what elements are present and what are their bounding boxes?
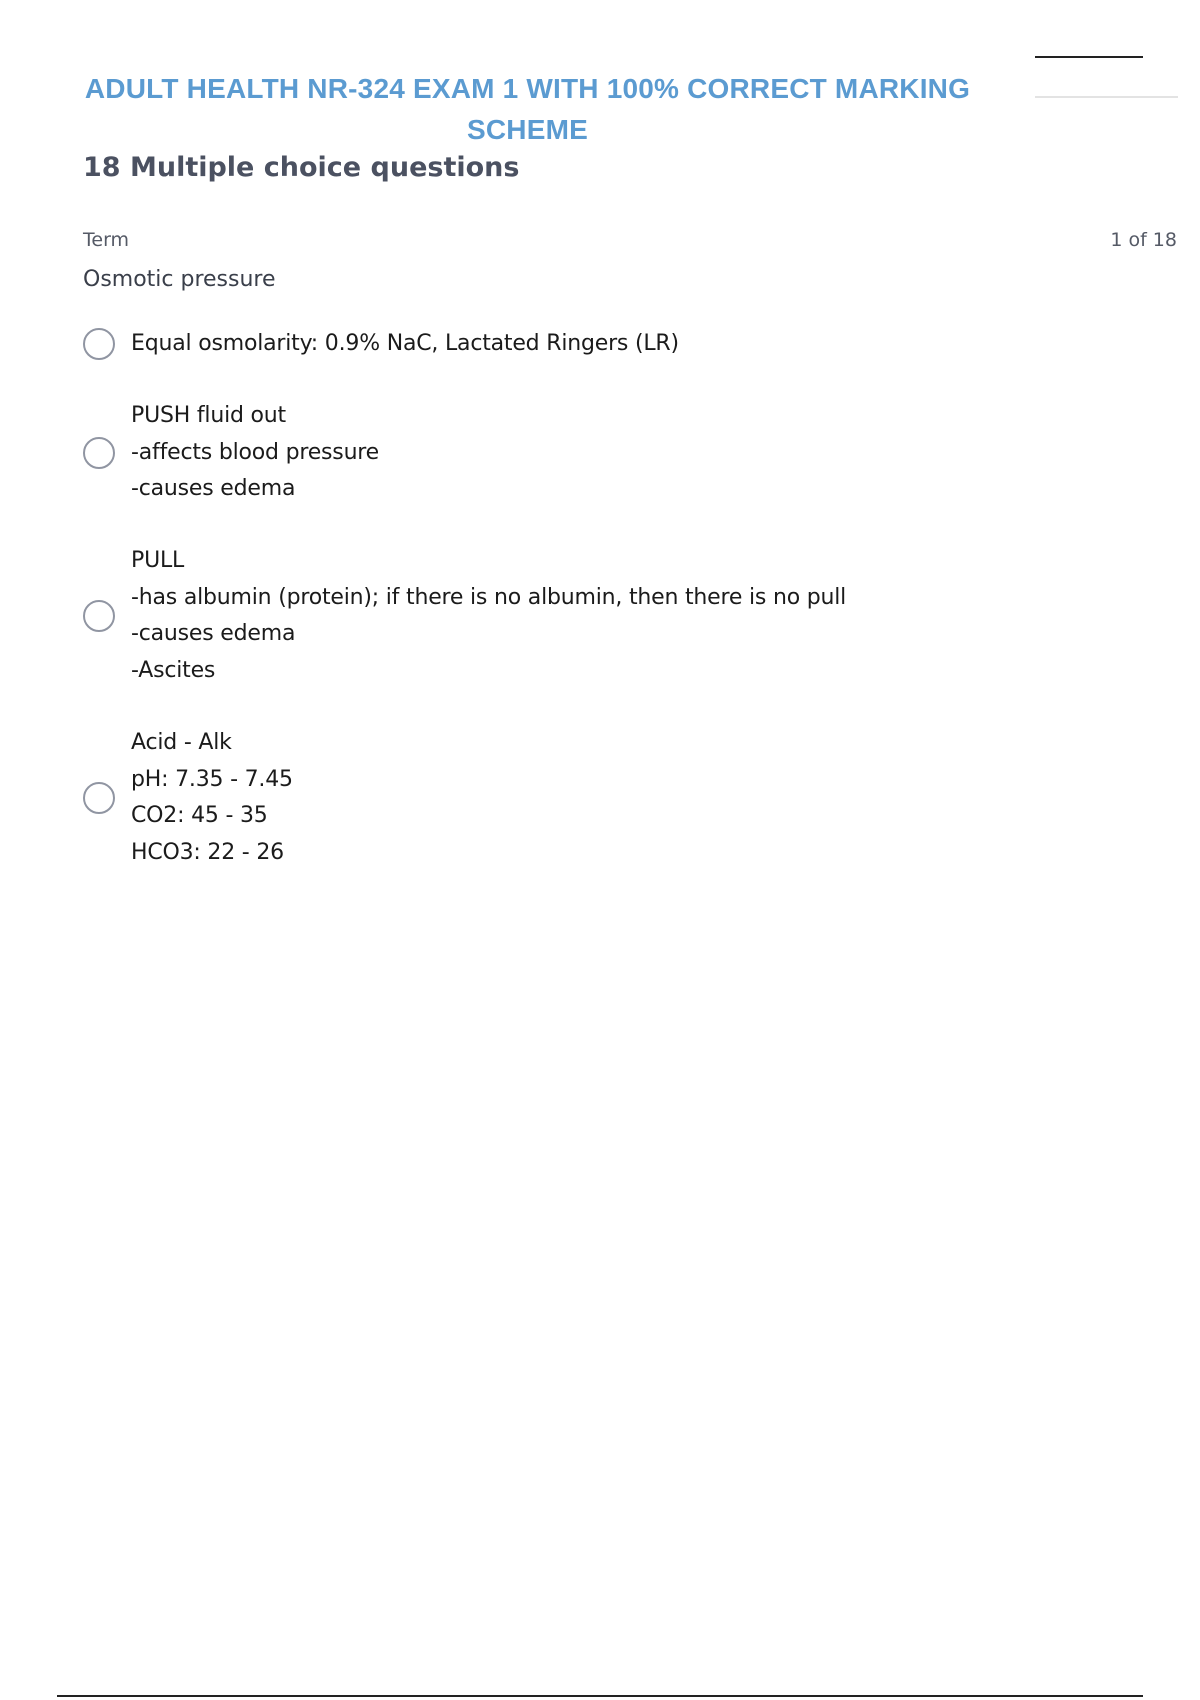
- answer-line: PULL: [131, 548, 185, 573]
- answer-option-2[interactable]: [83, 398, 1133, 508]
- question-counter: 1 of 18: [1110, 229, 1177, 251]
- answer-option-3[interactable]: [83, 543, 1133, 689]
- header-rule: [1035, 56, 1143, 58]
- answer-option-text: [131, 725, 293, 871]
- answer-line: Acid - Alk: [131, 730, 232, 755]
- answer-line: -affects blood pressure: [131, 439, 380, 465]
- answer-line: -Ascites: [131, 657, 216, 683]
- answer-line: CO2: 45 - 35: [131, 803, 268, 828]
- radio-button-icon[interactable]: [83, 437, 115, 469]
- answer-option-text: [131, 398, 379, 508]
- answer-line: -causes edema: [131, 476, 296, 501]
- document-title-line-2: SCHEME: [467, 114, 588, 145]
- answer-line: Equal osmolarity: 0.9% NaC, Lactated Ringers (LR): [131, 331, 679, 356]
- answer-line: -has albumin (protein); if there is no albumin, then there is no pull: [131, 584, 847, 610]
- document-title: [60, 68, 995, 150]
- answer-option-text: [131, 326, 679, 363]
- set-heading: 18 Multiple choice questions: [83, 152, 520, 183]
- answer-option-text: [131, 543, 846, 689]
- answer-option-1[interactable]: [83, 326, 1133, 363]
- radio-button-icon[interactable]: [83, 328, 115, 360]
- term-label: Term: [83, 229, 130, 251]
- radio-button-icon[interactable]: [83, 782, 115, 814]
- answer-line: pH: 7.35 - 7.45: [131, 766, 293, 792]
- answer-option-4[interactable]: [83, 725, 1133, 871]
- header-rule-faint: [1035, 96, 1178, 98]
- radio-button-icon[interactable]: [83, 600, 115, 632]
- answer-line: -causes edema: [131, 621, 296, 646]
- document-title-line-1: ADULT HEALTH NR-324 EXAM 1 WITH 100% CORRECT MARKING: [84, 73, 971, 104]
- answer-line: HCO3: 22 - 26: [131, 839, 284, 865]
- term-text: Osmotic pressure: [83, 267, 276, 292]
- answer-line: PUSH fluid out: [131, 403, 286, 428]
- footer-rule: [57, 1695, 1143, 1697]
